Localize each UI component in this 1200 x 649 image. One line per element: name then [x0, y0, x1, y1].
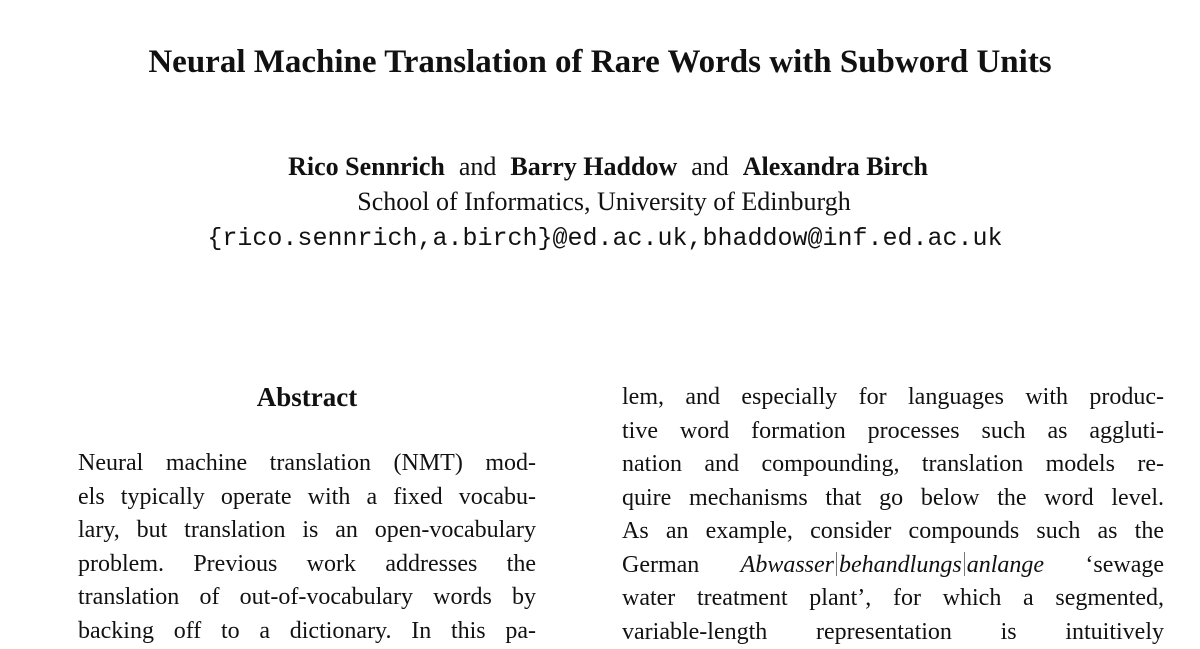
- text-line: nation and compounding, translation models re-: [622, 448, 1164, 482]
- text-line: problem. Previous work addresses the: [78, 548, 536, 582]
- compound-part: behandlungs: [839, 552, 962, 578]
- text-line: lem, and especially for languages with produc-: [622, 381, 1164, 415]
- text-line: lary, but translation is an open-vocabulary: [78, 514, 536, 548]
- text-line: tive word formation processes such as aggluti-: [622, 415, 1164, 449]
- author-joiner: and: [459, 152, 497, 181]
- abstract-body: [78, 447, 536, 648]
- author-joiner: and: [691, 152, 729, 181]
- compound-part: Abwasser: [741, 552, 834, 578]
- text-line: water treatment plant’, for which a segmented,: [622, 582, 1164, 616]
- text-line: backing off to a dictionary. In this pa-: [78, 615, 536, 649]
- example-prefix: German: [622, 552, 699, 578]
- text-line: quire mechanisms that go below the word level.: [622, 482, 1164, 516]
- author-name: Rico Sennrich: [288, 152, 445, 181]
- affiliation: School of Informatics, University of Edinburgh: [0, 185, 1200, 219]
- author-name: Alexandra Birch: [743, 152, 928, 181]
- abstract-heading: Abstract: [78, 380, 536, 414]
- text-line: variable-length representation is intuitively: [622, 616, 1164, 649]
- introduction-body: [622, 381, 1164, 649]
- text-line: translation of out-of-vocabulary words by: [78, 581, 536, 615]
- paper-title: Neural Machine Translation of Rare Words with Subword Units: [0, 42, 1200, 82]
- author-name: Barry Haddow: [510, 152, 677, 181]
- compound-part: anlange: [967, 552, 1044, 578]
- segment-separator: [964, 552, 965, 576]
- example-gloss: ‘sewage: [1085, 552, 1164, 578]
- author-list: [0, 150, 1200, 184]
- text-line: els typically operate with a fixed vocabu-: [78, 481, 536, 515]
- author-emails: {rico.sennrich,a.birch}@ed.ac.uk,bhaddow@inf.ed.ac.uk: [0, 222, 1200, 256]
- text-line: As an example, consider compounds such as the: [622, 515, 1164, 549]
- text-line: Neural machine translation (NMT) mod-: [78, 447, 536, 481]
- example-line: [622, 549, 1164, 583]
- segment-separator: [836, 552, 837, 576]
